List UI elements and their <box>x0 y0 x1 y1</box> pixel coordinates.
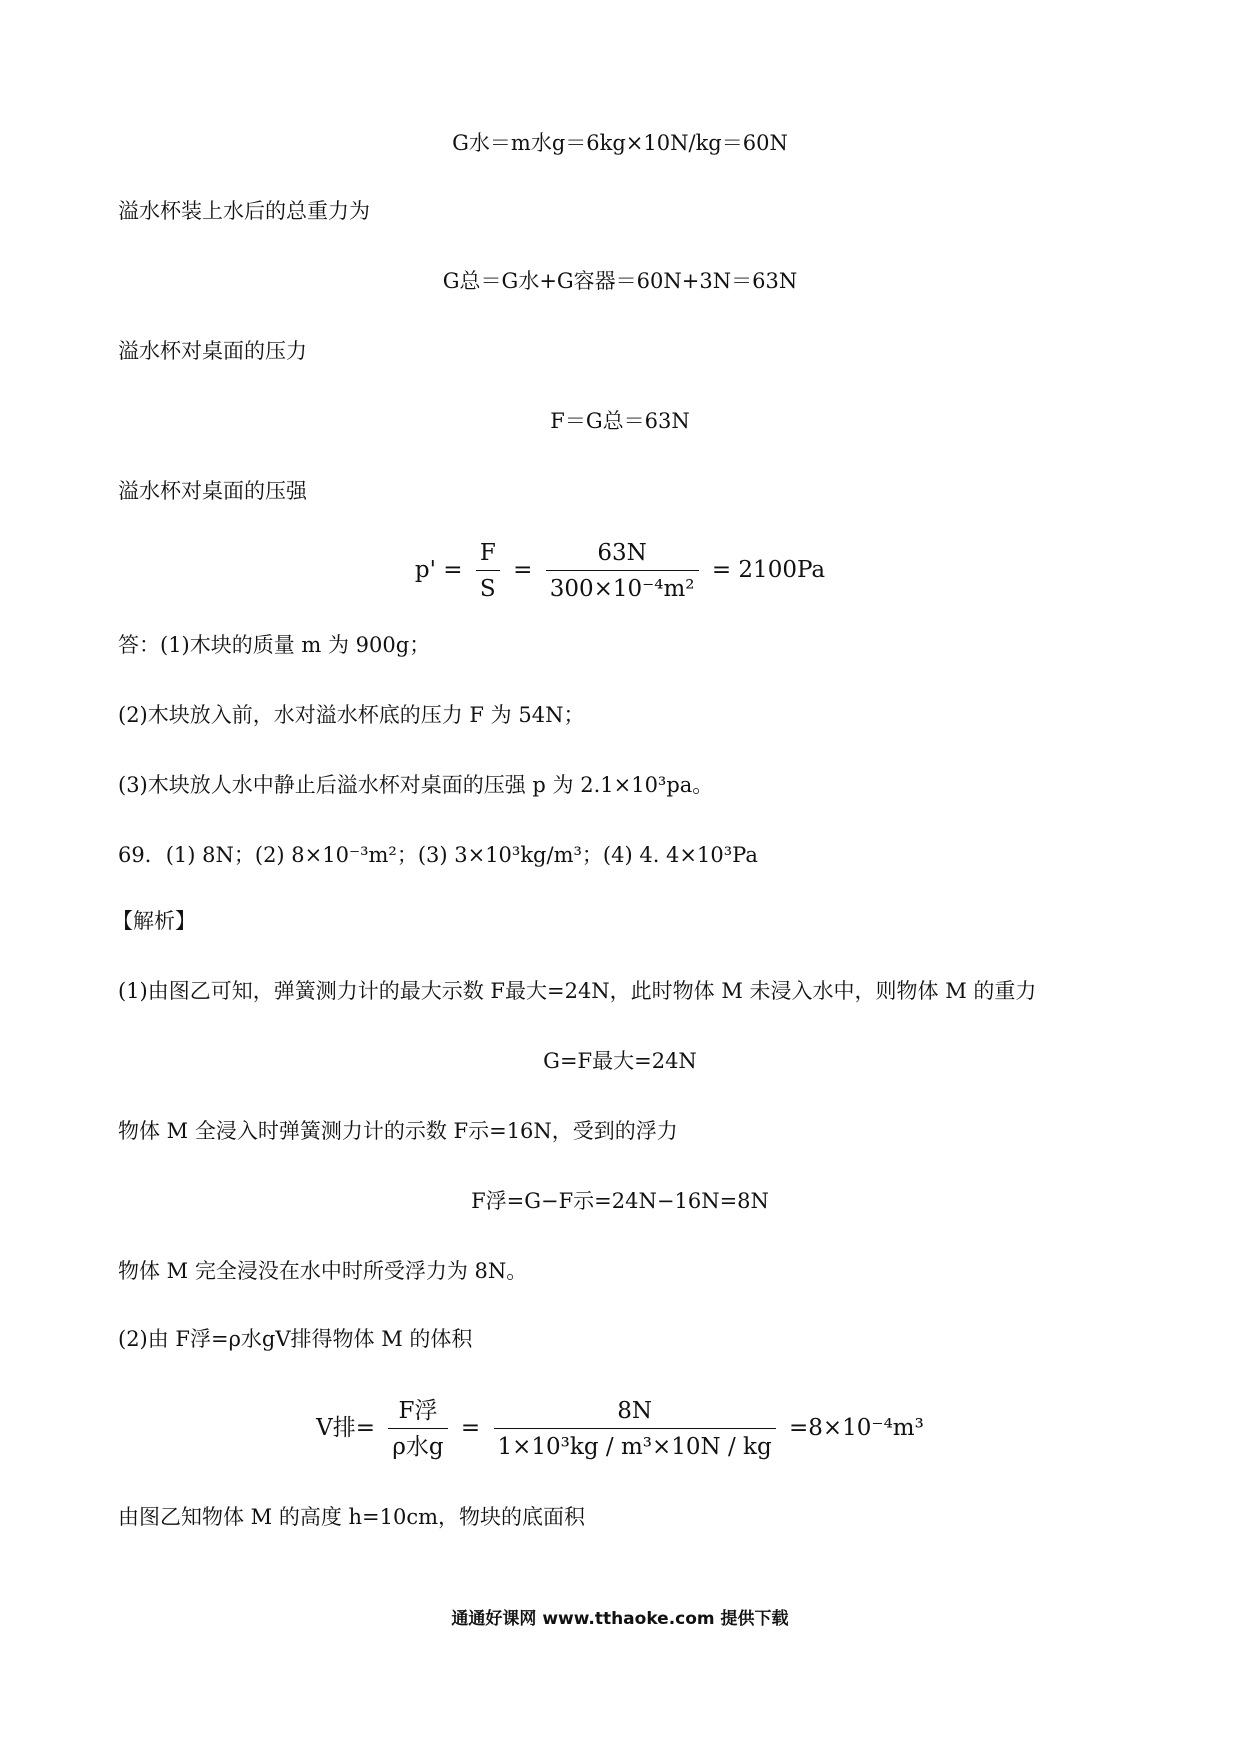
pressure-prefix: p' = <box>414 557 463 583</box>
solution-step-1: (1)由图乙可知，弹簧测力计的最大示数 F最大=24N，此时物体 M 未浸入水中，则物体 M 的重力 <box>118 979 1037 1003</box>
fraction-denominator: 300×10⁻⁴m² <box>546 570 699 604</box>
equation-gravity: G=F最大=24N <box>543 1049 697 1073</box>
question-69-answer: 69．(1) 8N；(2) 8×10⁻³m²；(3) 3×10³kg/m³；(4) 4. 4×10³Pa <box>118 843 758 867</box>
fraction-buoyancy-over-density <box>388 1396 447 1462</box>
text-pressure-intro: 溢水杯对桌面的压强 <box>118 479 307 503</box>
fraction-numerator: F浮 <box>398 1398 438 1424</box>
volume-prefix: V排= <box>316 1415 376 1441</box>
answer-line-1: 答：(1)木块的质量 m 为 900g； <box>118 633 431 657</box>
equation-buoyancy: F浮=G−F示=24N−16N=8N <box>471 1189 769 1213</box>
equation-total-weight: G总＝G水+G容器＝60N+3N＝63N <box>442 269 798 293</box>
text-total-weight-intro: 溢水杯装上水后的总重力为 <box>118 199 370 223</box>
fraction-f-over-s <box>476 538 500 604</box>
equation-water-weight: G水＝m水g＝6kg×10N/kg＝60N <box>452 131 788 155</box>
equation-pressure <box>0 538 1240 604</box>
answer-line-3: (3)木块放人水中静止后溢水杯对桌面的压强 p 为 2.1×10³pa。 <box>118 773 714 797</box>
fraction-volume-values <box>494 1396 776 1462</box>
fraction-numerator: F <box>479 540 496 566</box>
equals-sign: = <box>513 557 533 583</box>
page-footer: 通通好课网 www.tthaoke.com 提供下载 <box>451 1609 789 1629</box>
fraction-denominator: ρ水g <box>388 1428 447 1462</box>
answer-line-2: (2)木块放入前，水对溢水杯底的压力 F 为 54N； <box>118 703 585 727</box>
analysis-heading: 【解析】 <box>112 909 196 933</box>
fraction-denominator: S <box>476 570 500 604</box>
fraction-numerator: 63N <box>597 540 647 566</box>
solution-step-4: (2)由 F浮=ρ水gV排得物体 M 的体积 <box>118 1327 473 1351</box>
solution-step-3: 物体 M 完全浸没在水中时所受浮力为 8N。 <box>118 1259 528 1283</box>
pressure-result: = 2100Pa <box>711 557 826 583</box>
equation-pressure-force: F＝G总＝63N <box>550 409 690 433</box>
volume-result: =8×10⁻⁴m³ <box>788 1415 924 1441</box>
equation-volume <box>0 1396 1240 1462</box>
fraction-values <box>546 538 699 604</box>
fraction-numerator: 8N <box>617 1398 652 1424</box>
solution-step-2: 物体 M 全浸入时弹簧测力计的示数 F示=16N，受到的浮力 <box>118 1119 678 1143</box>
equals-sign: = <box>460 1415 481 1441</box>
text-pressure-force-intro: 溢水杯对桌面的压力 <box>118 339 307 363</box>
solution-step-5: 由图乙知物体 M 的高度 h=10cm，物块的底面积 <box>118 1505 586 1529</box>
fraction-denominator: 1×10³kg / m³×10N / kg <box>494 1428 776 1462</box>
